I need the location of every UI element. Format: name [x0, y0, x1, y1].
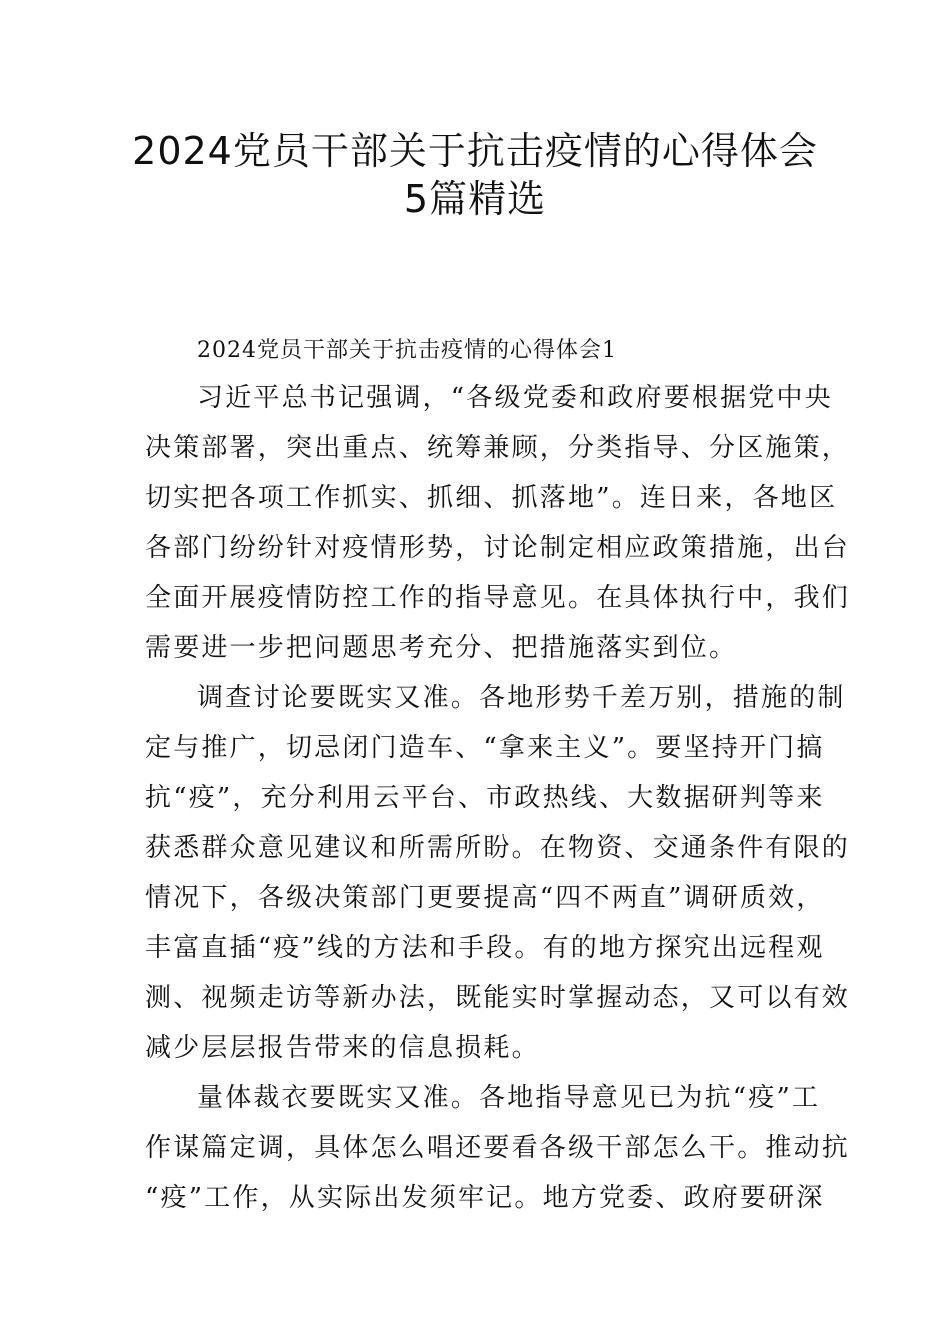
paragraph-line: 各部门纷纷针对疫情形势，讨论制定相应政策措施，出台 — [145, 533, 851, 563]
document-title-line-1: 2024党员干部关于抗击疫情的心得体会 — [132, 129, 818, 173]
paragraph-line: 情况下，各级决策部门更要提高“四不两直”调研质效， — [145, 883, 825, 913]
paragraph-line: 丰富直插“疫”线的方法和手段。有的地方探究出远程观 — [145, 933, 825, 963]
paragraph-line: 决策部署，突出重点、统筹兼顾，分类指导、分区施策， — [145, 433, 851, 463]
paragraph-line: “疫”工作，从实际出发须牢记。地方党委、政府要研深 — [145, 1183, 825, 1213]
paragraph-line: 定与推广，切忌闭门造车、“拿来主义”。要坚持开门搞 — [145, 733, 825, 763]
paragraph-line: 获悉群众意见建议和所需所盼。在物资、交通条件有限的 — [145, 833, 851, 863]
paragraph-line: 习近平总书记强调，“各级党委和政府要根据党中央 — [197, 383, 833, 413]
section-subtitle: 2024党员干部关于抗击疫情的心得体会1 — [197, 338, 617, 363]
paragraph-line: 需要进一步把问题思考充分、把措施落实到位。 — [145, 633, 738, 663]
paragraph-line: 作谋篇定调，具体怎么唱还要看各级干部怎么干。推动抗 — [145, 1133, 851, 1163]
document-title-line-2: 5篇精选 — [403, 177, 547, 221]
paragraph-line: 减少层层报告带来的信息损耗。 — [145, 1033, 540, 1063]
paragraph-line: 量体裁衣要既实又准。各地指导意见已为抗“疫”工 — [197, 1083, 821, 1113]
paragraph-line: 全面开展疫情防控工作的指导意见。在具体执行中，我们 — [145, 583, 851, 613]
paragraph-line: 测、视频走访等新办法，既能实时掌握动态，又可以有效 — [145, 983, 851, 1013]
paragraph-line: 调查讨论要既实又准。各地形势千差万别，措施的制 — [197, 683, 846, 713]
paragraph-line: 切实把各项工作抓实、抓细、抓落地”。连日来，各地区 — [145, 483, 838, 513]
paragraph-line: 抗“疫”，充分利用云平台、市政热线、大数据研判等来 — [145, 783, 825, 813]
